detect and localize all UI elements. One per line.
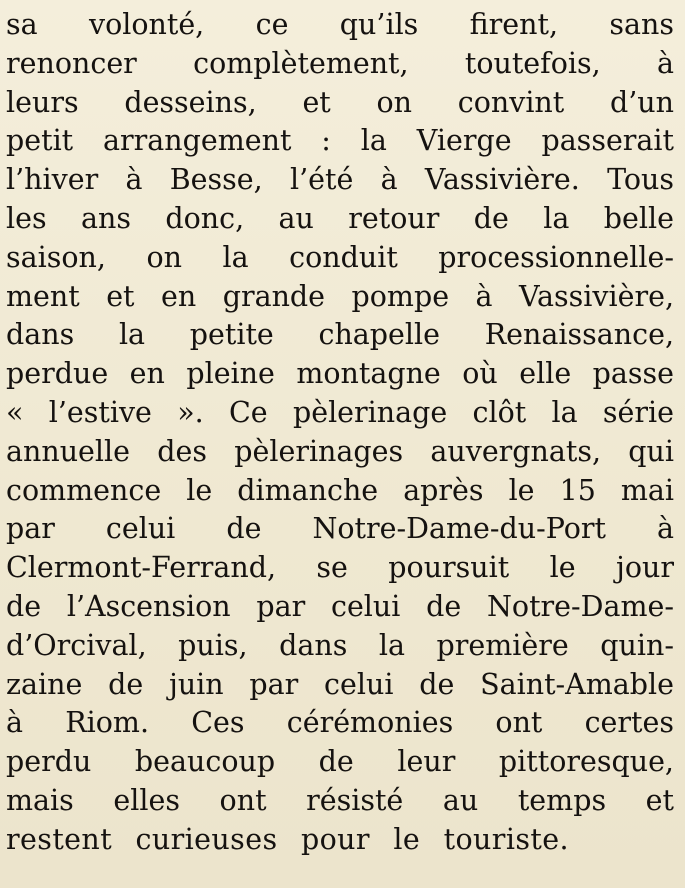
text-line-20: perdu beaucoup de leur pittoresque, <box>6 745 674 779</box>
text-line-18: zaine de juin par celui de Saint-Amable <box>6 667 674 701</box>
text-line-8: ment et en grande pompe à Vassivière, <box>6 279 674 313</box>
text-line-21: mais elles ont résisté au temps et <box>6 783 674 817</box>
text-line-1: sa volonté, ce qu’ils firent, sans <box>6 8 674 41</box>
text-line-9: dans la petite chapelle Renaissance, <box>6 318 674 352</box>
body-paragraph <box>6 6 674 860</box>
text-line-12: annuelle des pèlerinages auvergnats, qui <box>6 434 674 468</box>
text-line-5: l’hiver à Besse, l’été à Vassivière. Tous <box>6 163 674 197</box>
text-line-14: par celui de Notre-Dame-du-Port à <box>6 512 674 546</box>
text-line-6: les ans donc, au retour de la belle <box>6 201 674 235</box>
text-line-4: petit arrangement : la Vierge passerait <box>6 124 674 158</box>
text-line-10: perdue en pleine montagne où elle passe <box>6 357 674 391</box>
text-line-17: d’Orcival, puis, dans la première quin- <box>6 628 674 662</box>
text-line-13: commence le dimanche après le 15 mai <box>6 473 674 507</box>
text-line-16: de l’Ascension par celui de Notre-Dame- <box>6 589 674 623</box>
text-line-7: saison, on la conduit processionnelle- <box>6 240 674 274</box>
text-line-3: leurs desseins, et on convint d’un <box>6 85 674 119</box>
text-line-11: « l’estive ». Ce pèlerinage clôt la série <box>6 395 674 429</box>
text-line-15: Clermont-Ferrand, se poursuit le jour <box>6 551 674 585</box>
text-line-19: à Riom. Ces cérémonies ont certes <box>6 706 674 740</box>
text-line-2: renoncer complètement, toutefois, à <box>6 46 674 80</box>
text-line-22: restent curieuses pour le touriste. <box>6 822 569 856</box>
